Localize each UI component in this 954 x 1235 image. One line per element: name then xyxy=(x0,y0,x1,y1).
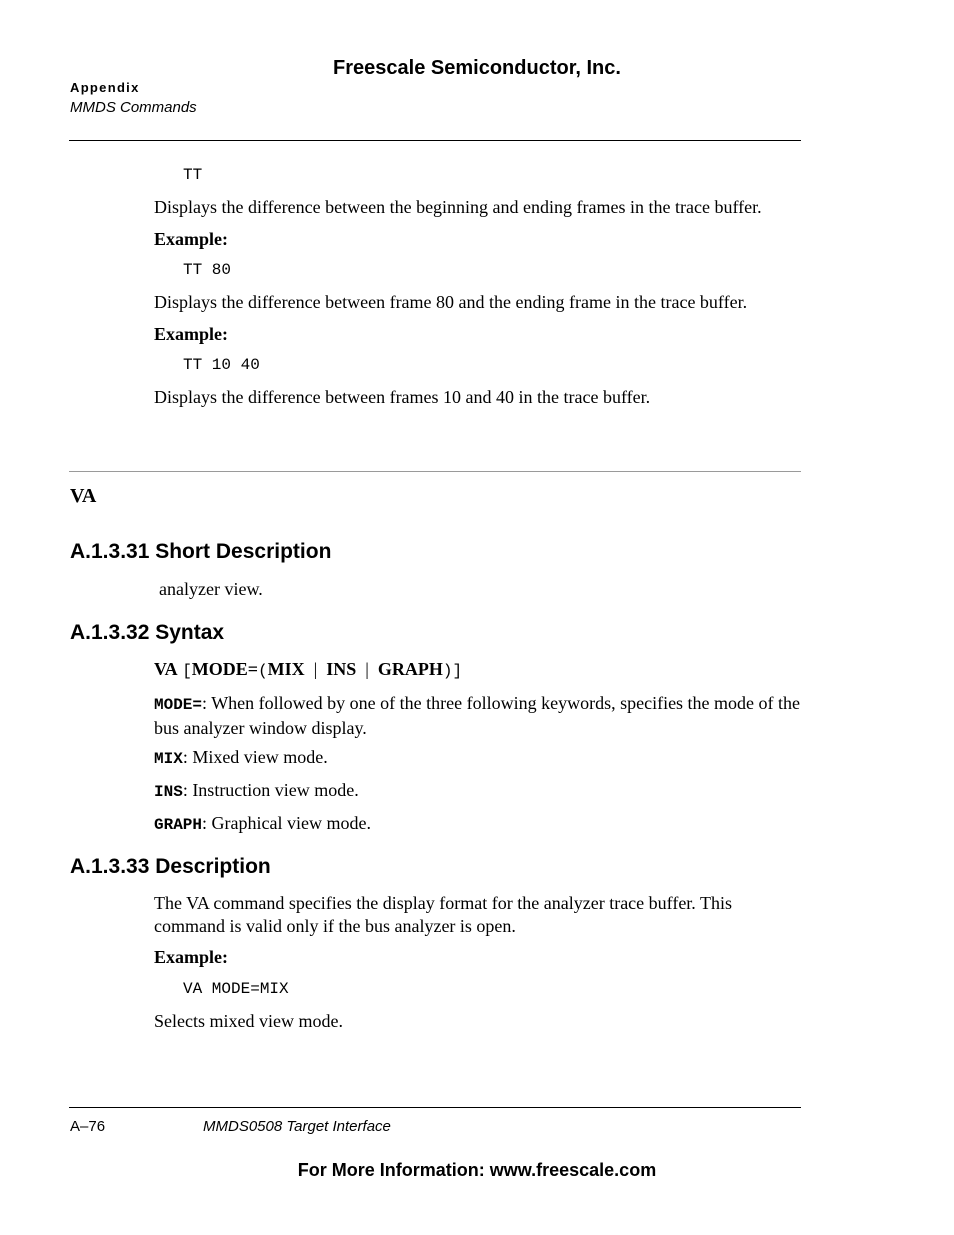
desc-tt-10-40: Displays the difference between frames 10 and 40 in the trace buffer. xyxy=(154,387,651,407)
syntax-cmd: VA xyxy=(154,659,178,679)
param-mix-keyword: MIX xyxy=(154,750,183,768)
command-divider xyxy=(69,471,801,472)
desc-tt: Displays the difference between the beginning and ending frames in the trace buffer. xyxy=(154,197,762,217)
param-mode-keyword: MODE= xyxy=(154,696,203,714)
description-heading: A.1.3.33 Description xyxy=(70,855,271,878)
desc-tt-80: Displays the difference between frame 80 and the ending frame in the trace buffer. xyxy=(154,292,748,312)
param-ins-keyword: INS xyxy=(154,783,183,801)
description-text: The VA command specifies the display format for the analyzer trace buffer. This command is valid only if the bus analyzer is open. xyxy=(154,893,732,936)
code-tt-10-40: TT 10 40 xyxy=(183,356,260,374)
param-mode-desc: : When followed by one of the three following keywords, specifies the mode of the bus analyzer window display. xyxy=(154,693,801,738)
syntax-heading: A.1.3.32 Syntax xyxy=(70,621,225,644)
syntax-graph: GRAPH xyxy=(377,659,443,679)
syntax-line xyxy=(154,659,462,680)
param-ins xyxy=(154,779,804,804)
param-graph-desc: : Graphical view mode. xyxy=(202,813,371,833)
company-banner: Freescale Semiconductor, Inc. xyxy=(333,57,621,79)
param-mix xyxy=(154,746,804,771)
short-description-text: analyzer view. xyxy=(159,579,263,599)
example-code: VA MODE=MIX xyxy=(183,980,289,998)
info-banner: For More Information: www.freescale.com xyxy=(297,1160,657,1180)
syntax-mode: MODE= xyxy=(191,659,259,679)
syntax-separator: | xyxy=(365,659,369,679)
syntax-bracket: [ xyxy=(182,662,192,680)
code-tt-80: TT 80 xyxy=(183,261,232,279)
header-rule xyxy=(69,140,801,141)
subsection-title: MMDS Commands xyxy=(70,99,197,116)
syntax-mix: MIX xyxy=(267,659,305,679)
page-number: A–76 xyxy=(70,1118,106,1135)
document-title: MMDS0508 Target Interface xyxy=(203,1118,391,1135)
syntax-ins: INS xyxy=(326,659,357,679)
section-title: Appendix xyxy=(70,80,140,95)
example-desc: Selects mixed view mode. xyxy=(154,1011,343,1031)
footer-rule xyxy=(69,1107,801,1108)
example-label: Example: xyxy=(154,229,228,249)
short-description-heading: A.1.3.31 Short Description xyxy=(70,540,332,563)
param-mix-desc: : Mixed view mode. xyxy=(182,747,328,767)
example-label: Example: xyxy=(154,324,228,344)
syntax-paren: ( xyxy=(258,662,268,680)
param-ins-desc: : Instruction view mode. xyxy=(182,780,359,800)
param-mode xyxy=(154,692,804,739)
code-tt: TT xyxy=(183,166,203,184)
param-graph-keyword: GRAPH xyxy=(154,816,203,834)
command-name: VA xyxy=(70,485,97,507)
syntax-separator: | xyxy=(313,659,318,679)
param-graph xyxy=(154,812,804,837)
example-label: Example: xyxy=(154,947,228,967)
syntax-close: )] xyxy=(442,662,463,680)
